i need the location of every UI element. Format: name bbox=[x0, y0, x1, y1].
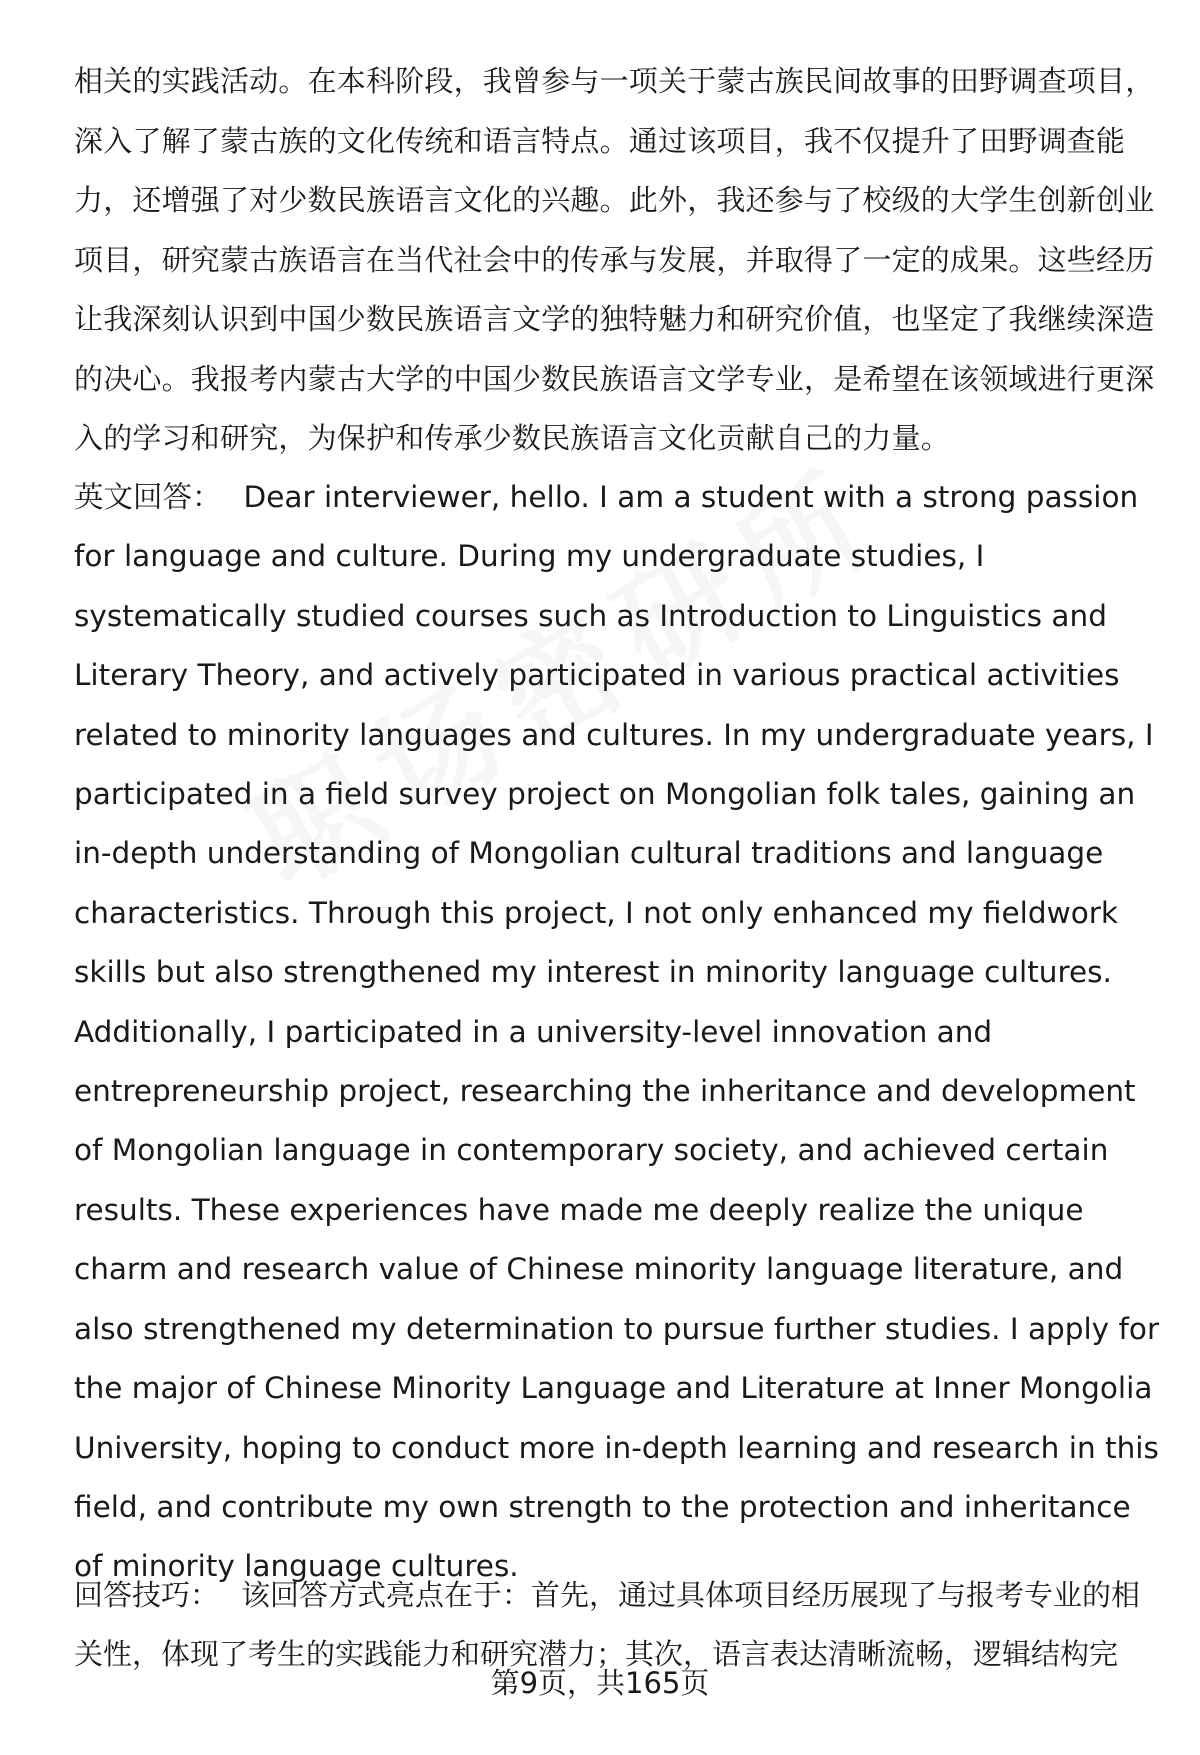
english-answer-text: Dear interviewer, hello. I am a student with a strong passion for language and culture. During my undergraduate studies, I systematically studied courses such as Introduction to Linguistics and Literary Theory, and actively participated in various practical activities related to minority languages and cultures. In my undergraduate years, I participated in a field survey project on Mongolian folk tales, gaining an in-depth understanding of Mongolian cultural traditions and language characteristics. Through this project, I not only enhanced my fieldwork skills but also strengthened my interest in minority language cultures. Additionally, I participated in a university-level innovation and entrepreneurship project, researching the inheritance and development of Mongolian language in contemporary society, and achieved certain results. These experiences have made me deeply realize the unique charm and research value of Chinese minority language literature, and also strengthened my determination to pursue further studies. I apply for the major of Chinese Minority Language and Literature at Inner Mongolia University, hoping to conduct more in-depth learning and research in this field, and contribute my own strength to the protection and inheritance of minority language cultures. bbox=[74, 480, 1160, 1584]
english-answer-label: 英文回答： bbox=[74, 480, 222, 514]
chinese-answer-paragraph bbox=[74, 52, 1164, 469]
chinese-answer-text: 相关的实践活动。在本科阶段，我曾参与一项关于蒙古族民间故事的田野调查项目，深入了解了蒙古族的文化传统和语言特点。通过该项目，我不仅提升了田野调查能力，还增强了对少数民族语言文化的兴趣。此外，我还参与了校级的大学生创新创业项目，研究蒙古族语言在当代社会中的传承与发展，并取得了一定的成果。这些经历让我深刻认识到中国少数民族语言文学的独特魅力和研究价值，也坚定了我继续深造的决心。我报考内蒙古大学的中国少数民族语言文学专业，是希望在该领域进行更深入的学习和研究，为保护和传承少数民族语言文化贡献自己的力量。 bbox=[74, 64, 1155, 455]
english-answer-paragraph bbox=[74, 468, 1164, 1597]
page-number-footer: 第9页，共165页 bbox=[490, 1666, 710, 1700]
answer-tips-text: 该回答方式亮点在于：首先，通过具体项目经历展现了与报考专业的相关性，体现了考生的实践能力和研究潜力；其次，语言表达清晰流畅，逻辑结构完 bbox=[74, 1578, 1141, 1671]
answer-tips-label: 回答技巧： bbox=[74, 1578, 220, 1612]
